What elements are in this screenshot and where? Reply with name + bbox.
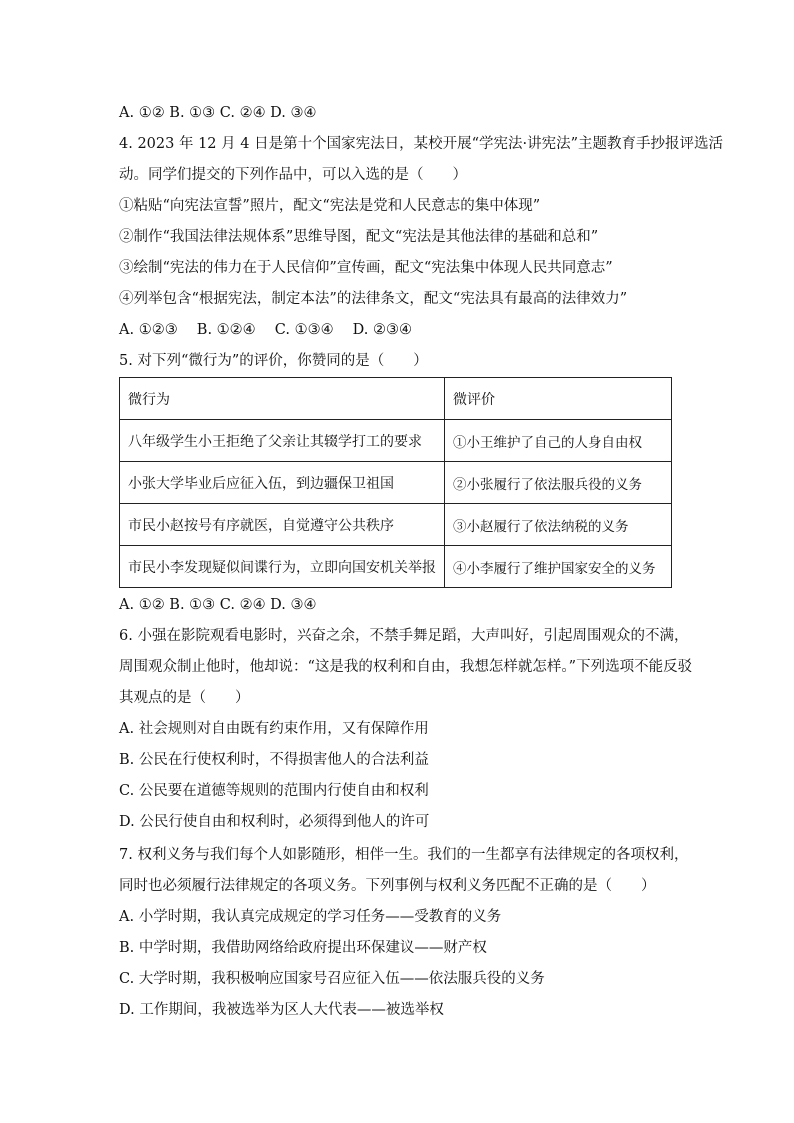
table-cell-behavior: 市民小赵按号有序就医，自觉遵守公共秩序 bbox=[120, 504, 445, 546]
table-cell-evaluation: ④小李履行了维护国家安全的义务 bbox=[445, 546, 672, 588]
q5-options: A. ①② B. ①③ C. ②④ D. ③④ bbox=[119, 597, 317, 613]
q6-stem-line1: 6. 小强在影院观看电影时，兴奋之余，不禁手舞足蹈，大声叫好，引起周围观众的不满， bbox=[119, 628, 689, 644]
table-header-row bbox=[120, 378, 672, 420]
q6-option-a: A. 社会规则对自由既有约束作用，又有保障作用 bbox=[119, 721, 429, 737]
table-row bbox=[120, 420, 672, 462]
table-row bbox=[120, 462, 672, 504]
q7-stem-line2: 同时也必须履行法律规定的各项义务。下列事例与权利义务匹配不正确的是（ ） bbox=[119, 878, 656, 894]
table-header-cell: 微行为 bbox=[120, 378, 445, 420]
q6-option-d: D. 公民行使自由和权利时，必须得到他人的许可 bbox=[119, 814, 430, 830]
q4-stem-line1: 4. 2023 年 12 月 4 日是第十个国家宪法日，某校开展“学宪法·讲宪法”主题教育手抄报评选活 bbox=[119, 136, 723, 152]
q4-item-1: ①粘贴“向宪法宣誓”照片，配文“宪法是党和人民意志的集中体现” bbox=[119, 198, 541, 214]
q4-item-4: ④列举包含“根据宪法，制定本法”的法律条文，配文“宪法具有最高的法律效力” bbox=[119, 291, 628, 307]
table-row bbox=[120, 504, 672, 546]
q7-stem-line1: 7. 权利义务与我们每个人如影随形，相伴一生。我们的一生都享有法律规定的各项权利， bbox=[119, 847, 689, 863]
table-cell-behavior: 市民小李发现疑似间谍行为，立即向国安机关举报 bbox=[120, 546, 445, 588]
q5-stem: 5. 对下列“微行为”的评价，你赞同的是（ ） bbox=[119, 353, 428, 369]
q7-option-a: A. 小学时期，我认真完成规定的学习任务——受教育的义务 bbox=[119, 909, 502, 925]
q6-option-b: B. 公民在行使权利时，不得损害他人的合法利益 bbox=[119, 752, 429, 768]
q4-options: A. ①②③ B. ①②④ C. ①③④ D. ②③④ bbox=[119, 322, 413, 338]
q4-item-2: ②制作“我国法律法规体系”思维导图，配文“宪法是其他法律的基础和总和” bbox=[119, 229, 599, 245]
q4-item-3: ③绘制“宪法的伟力在于人民信仰”宣传画，配文“宪法集中体现人民共同意志” bbox=[119, 260, 613, 276]
table-header-cell: 微评价 bbox=[445, 378, 672, 420]
table-row bbox=[120, 546, 672, 588]
q3-options: A. ①② B. ①③ C. ②④ D. ③④ bbox=[119, 105, 317, 121]
q7-option-b: B. 中学时期，我借助网络给政府提出环保建议——财产权 bbox=[119, 940, 487, 956]
q5-table bbox=[119, 377, 672, 588]
q6-stem-line3: 其观点的是（ ） bbox=[119, 690, 250, 706]
table-cell-evaluation: ①小王维护了自己的人身自由权 bbox=[445, 420, 672, 462]
table-cell-evaluation: ③小赵履行了依法纳税的义务 bbox=[445, 504, 672, 546]
table-cell-behavior: 小张大学毕业后应征入伍，到边疆保卫祖国 bbox=[120, 462, 445, 504]
q7-option-d: D. 工作期间，我被选举为区人大代表——被选举权 bbox=[119, 1002, 444, 1018]
q6-stem-line2: 周围观众制止他时，他却说：“这是我的权利和自由，我想怎样就怎样。”下列选项不能反驳 bbox=[119, 659, 693, 675]
table-cell-behavior: 八年级学生小王拒绝了父亲让其辍学打工的要求 bbox=[120, 420, 445, 462]
table-cell-evaluation: ②小张履行了依法服兵役的义务 bbox=[445, 462, 672, 504]
q6-option-c: C. 公民要在道德等规则的范围内行使自由和权利 bbox=[119, 783, 429, 799]
q7-option-c: C. 大学时期，我积极响应国家号召应征入伍——依法服兵役的义务 bbox=[119, 971, 545, 987]
q4-stem-line2: 动。同学们提交的下列作品中，可以入选的是（ ） bbox=[119, 167, 467, 183]
